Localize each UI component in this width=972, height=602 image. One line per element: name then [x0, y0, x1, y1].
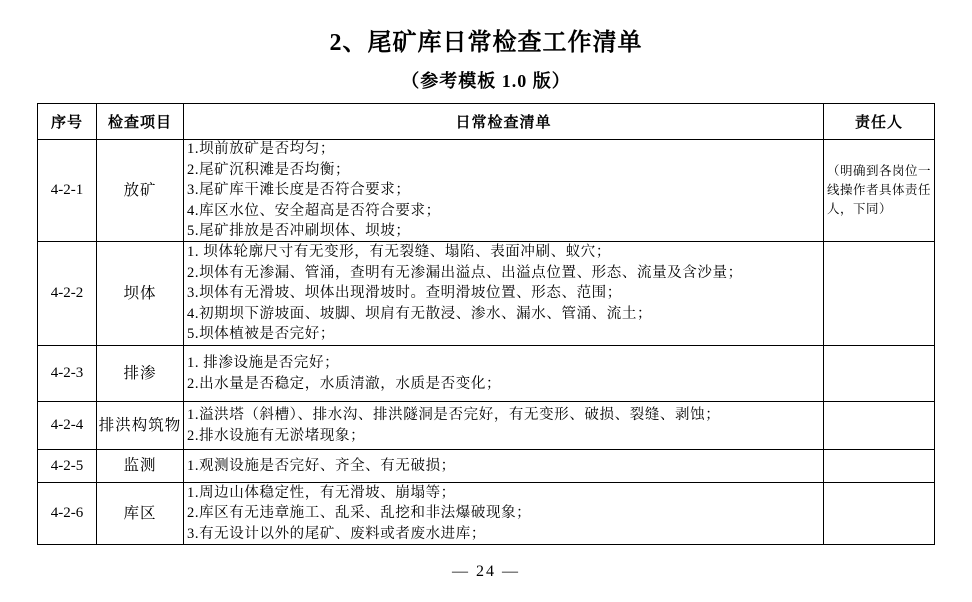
row-checklist	[183, 242, 823, 345]
inspection-checklist-table	[37, 103, 935, 545]
row-seq: 4-2-4	[50, 417, 84, 433]
checklist-line: 2.坝体有无渗漏、管涌，查明有无渗漏出溢点、出溢点位置、形态、流量及含沙量；	[187, 264, 743, 281]
table-header-row	[38, 104, 934, 139]
row-item: 监测	[123, 457, 157, 474]
page-title: 2、尾矿库日常检查工作清单	[329, 30, 643, 56]
checklist-line: 1.坝前放矿是否均匀；	[187, 141, 335, 158]
page-number: — 24 —	[452, 563, 520, 580]
row-item: 库区	[123, 504, 157, 522]
checklist-line: 3.有无设计以外的尾矿、废料或者废水进库；	[187, 525, 486, 542]
checklist-line: 5.尾矿排放是否冲刷坝体、坝坡；	[187, 223, 411, 240]
checklist-line: 2.出水量是否稳定，水质清澈，水质是否变化；	[187, 375, 502, 392]
checklist-line: 3.尾矿库干滩长度是否符合要求；	[187, 182, 411, 199]
checklist-line: 1.溢洪塔（斜槽）、排水沟、排洪隧洞是否完好，有无变形、破损、裂缝、剥蚀；	[187, 406, 721, 423]
table-row	[38, 482, 934, 544]
row-item: 排渗	[123, 364, 157, 382]
row-checklist	[183, 450, 823, 482]
checklist-line: 4.库区水位、安全超高是否符合要求；	[187, 202, 441, 219]
row-checklist	[183, 140, 823, 241]
table-row	[38, 241, 934, 345]
checklist-line: 2.排水设施有无淤堵现象；	[187, 427, 366, 444]
row-checklist	[183, 402, 823, 449]
checklist-line: 4.初期坝下游坡面、坡脚、坝肩有无散浸、渗水、漏水、管涌、流土；	[187, 305, 653, 322]
row-item: 放矿	[123, 181, 157, 199]
row-seq: 4-2-3	[50, 365, 84, 381]
row-seq: 4-2-5	[50, 457, 84, 474]
checklist-line: 2.库区有无违章施工、乱采、乱挖和非法爆破现象；	[187, 505, 532, 522]
row-seq: 4-2-6	[50, 505, 84, 521]
page-subtitle: （参考模板 1.0 版）	[401, 71, 571, 91]
table-row	[38, 139, 934, 241]
checklist-line: 2.尾矿沉积滩是否均衡；	[187, 161, 351, 178]
row-item: 排洪构筑物	[98, 416, 182, 434]
checklist-line: 1. 坝体轮廓尺寸有无变形，有无裂缝、塌陷、表面冲刷、蚁穴；	[187, 244, 611, 261]
row-checklist	[183, 346, 823, 401]
table-row	[38, 401, 934, 449]
checklist-line: 3.坝体有无滑坡、坝体出现滑坡时。查明滑坡位置、形态、范围；	[187, 285, 622, 302]
checklist-line: 1.观测设施是否完好、齐全、有无破损；	[187, 457, 456, 474]
responsible-note: （明确到各岗位一线操作者具体责任人，下同）	[827, 164, 932, 216]
checklist-line: 5.坝体植被是否完好；	[187, 326, 335, 343]
header-item: 检查项目	[96, 104, 183, 139]
header-seq: 序号	[50, 115, 83, 131]
header-responsible: 责任人	[823, 104, 934, 139]
row-item: 坝体	[123, 284, 157, 302]
table-row	[38, 449, 934, 482]
row-seq: 4-2-1	[50, 182, 84, 198]
row-seq: 4-2-2	[50, 285, 84, 301]
checklist-line: 1. 排渗设施是否完好；	[187, 354, 340, 371]
header-checklist: 日常检查清单	[183, 104, 823, 139]
table-row	[38, 345, 934, 401]
checklist-line: 1.周边山体稳定性，有无滑坡、崩塌等；	[187, 484, 456, 501]
row-checklist	[183, 483, 823, 544]
